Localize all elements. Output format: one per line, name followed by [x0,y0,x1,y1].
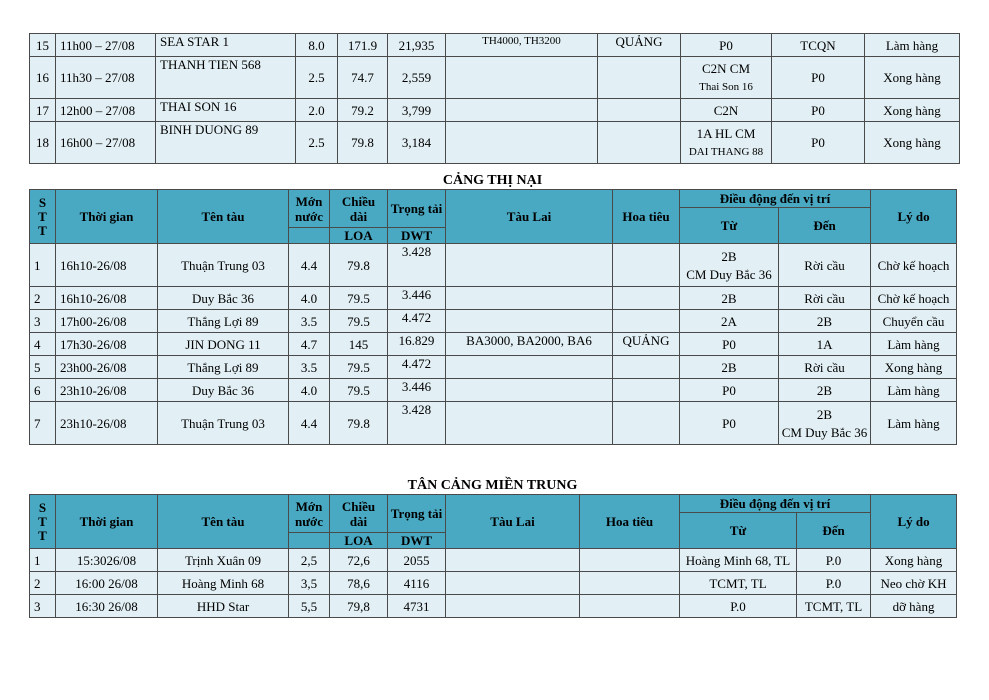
table-row [30,57,960,99]
header-move: Điều động đến vị trí [680,495,871,513]
to-text: 2B [816,406,833,422]
draft-cell: 4.0 [289,379,330,402]
header-weight: Trọng tải [388,495,446,533]
from-cell [680,402,779,445]
loa-cell: 72,6 [330,549,388,572]
loa-cell: 79.8 [330,244,388,287]
draft-cell: 2.5 [296,57,338,99]
header-to: Đến [797,513,871,549]
table-row [30,122,960,164]
from-cell [681,34,772,57]
vessel-cell: HHD Star [158,595,289,618]
dwt-cell: 4116 [388,572,446,595]
pilot-cell [598,122,681,164]
header-dwt: DWT [388,228,446,244]
to-cell: TCMT, TL [797,595,871,618]
time-cell: 23h10-26/08 [56,379,158,402]
dwt-cell: 3.446 [388,287,446,310]
dwt-cell: 2055 [388,549,446,572]
stt-cell: 7 [30,402,56,445]
table-row [30,244,957,287]
to-text: 1A [816,336,833,352]
draft-cell: 2.5 [296,122,338,164]
vessel-cell: Trịnh Xuân 09 [158,549,289,572]
time-cell: 16:00 26/08 [56,572,158,595]
loa-cell: 78,6 [330,572,388,595]
tug-cell: BA3000, BA2000, BA6 [446,333,613,356]
draft-cell: 4.4 [289,402,330,445]
to-cell [779,333,871,356]
time-cell: 16h00 – 27/08 [56,122,156,164]
loa-cell: 79.2 [338,99,388,122]
stt-cell: 4 [30,333,56,356]
vessel-cell: Hoàng Minh 68 [158,572,289,595]
thi-nai-table [29,189,957,445]
to-text: Rời cầu [804,257,845,273]
to-cell [779,244,871,287]
from-cell [680,379,779,402]
header-reason: Lý do [871,190,957,244]
to-cell [779,402,871,445]
tug-cell [446,99,598,122]
to-cell: P0 [772,57,865,99]
to-cell [779,287,871,310]
reason-cell: Làm hàng [865,34,960,57]
section-title-thi-nai: CẢNG THỊ NẠI [442,173,543,188]
header-pilot: Hoa tiêu [613,190,680,244]
pilot-cell [613,379,680,402]
stt-cell: 3 [30,310,56,333]
from-cell: Hoàng Minh 68, TL [680,549,797,572]
from-cell [680,333,779,356]
time-cell: 16h10-26/08 [56,244,158,287]
tug-cell [446,122,598,164]
vessel-cell: Duy Bắc 36 [158,379,289,402]
pilot-cell [613,356,680,379]
header-tug: Tàu Lai [446,190,613,244]
from-text: 2B [721,290,737,306]
from-cell [680,356,779,379]
to-cell [779,310,871,333]
reason-cell: dỡ hàng [871,595,957,618]
reason-cell: Chờ kế hoạch [871,287,957,310]
loa-cell: 79.8 [338,122,388,164]
vessel-cell: Thắng Lợi 89 [158,310,289,333]
table-row [30,356,957,379]
to-text: Rời cầu [804,359,845,375]
to-cell: P.0 [797,572,871,595]
table-row [30,549,957,572]
from-cell: P.0 [680,595,797,618]
from-text: 2B [721,359,737,375]
pilot-cell: QUẢNG [613,333,680,356]
tan-cang-table [29,494,957,618]
header-draft-blank [289,228,330,244]
header-pilot: Hoa tiêu [580,495,680,549]
vessel-cell: Thắng Lợi 89 [158,356,289,379]
draft-cell: 2.0 [296,99,338,122]
dwt-cell: 4.472 [388,310,446,333]
vessel-cell: Duy Bắc 36 [158,287,289,310]
time-cell: 16h10-26/08 [56,287,158,310]
reason-cell: Làm hàng [871,333,957,356]
from-subtext: Thai Son 16 [699,80,753,93]
time-cell: 17h00-26/08 [56,310,158,333]
stt-cell: 1 [30,244,56,287]
reason-cell: Xong hàng [865,57,960,99]
pilot-cell: QUẢNG [598,34,681,57]
dwt-cell: 4.472 [388,356,446,379]
header-vessel: Tên tàu [158,495,289,549]
vessel-cell: THAI SON 16 [156,99,296,122]
to-cell: P0 [772,122,865,164]
loa-cell: 79,8 [330,595,388,618]
header-loa: LOA [330,228,388,244]
to-text: Rời cầu [804,290,845,306]
header-time: Thời gian [56,190,158,244]
tug-cell [446,595,580,618]
stt-cell: 2 [30,572,56,595]
stt-cell: 18 [30,122,56,164]
table-row [30,402,957,445]
reason-cell: Chuyển cầu [871,310,957,333]
header-to: Đến [779,208,871,244]
dwt-cell: 3.428 [388,402,446,445]
loa-cell: 74.7 [338,57,388,99]
tug-cell [446,379,613,402]
time-cell: 11h00 – 27/08 [56,34,156,57]
header-move: Điều động đến vị trí [680,190,871,208]
from-text: 2A [721,313,737,329]
table-row [30,595,957,618]
loa-cell: 79.5 [330,287,388,310]
header-from: Từ [680,208,779,244]
reason-cell: Chờ kế hoạch [871,244,957,287]
to-text: 2B [816,313,833,329]
draft-cell: 4.7 [289,333,330,356]
draft-cell: 3.5 [289,310,330,333]
stt-cell: 15 [30,34,56,57]
loa-cell: 79.8 [330,402,388,445]
time-cell: 23h00-26/08 [56,356,158,379]
from-text: 1A HL CM [696,125,756,141]
dwt-cell: 3.428 [388,244,446,287]
to-text: 2B [816,382,833,398]
from-cell [680,287,779,310]
draft-cell: 2,5 [289,549,330,572]
pilot-cell [613,310,680,333]
header-weight: Trọng tải [388,190,446,228]
from-cell [681,99,772,122]
from-cell [680,244,779,287]
table-row [30,34,960,57]
table-row [30,99,960,122]
vessel-cell: SEA STAR 1 [156,34,296,57]
table-row [30,379,957,402]
header-tug: Tàu Lai [446,495,580,549]
stt-cell: 17 [30,99,56,122]
header-length: Chiều dài [330,190,388,228]
stt-cell: 5 [30,356,56,379]
tug-cell [446,287,613,310]
loa-cell: 79.5 [330,356,388,379]
dwt-cell: 16.829 [388,333,446,356]
table-row [30,310,957,333]
header-length: Chiều dài [330,495,388,533]
time-cell: 23h10-26/08 [56,402,158,445]
from-cell: TCMT, TL [680,572,797,595]
to-cell [779,379,871,402]
header-stt: S T T [30,495,56,549]
from-subtext: CM Duy Bắc 36 [686,266,772,282]
from-text: P0 [722,382,736,398]
pilot-cell [580,595,680,618]
from-cell [680,310,779,333]
header-draft: Mớn nước [289,190,330,228]
draft-cell: 5,5 [289,595,330,618]
pilot-cell [580,549,680,572]
header-time: Thời gian [56,495,158,549]
vessel-cell: JIN DONG 11 [158,333,289,356]
from-text: C2N CM [701,60,751,76]
pilot-cell [580,572,680,595]
dwt-cell: 4731 [388,595,446,618]
reason-cell: Neo chờ KH [871,572,957,595]
from-text: C2N [713,102,739,118]
to-cell: P0 [772,99,865,122]
time-cell: 16:30 26/08 [56,595,158,618]
reason-cell: Xong hàng [871,549,957,572]
reason-cell: Xong hàng [871,356,957,379]
to-cell: TCQN [772,34,865,57]
header-loa: LOA [330,533,388,549]
from-text: 2B [721,248,737,264]
tug-cell [446,549,580,572]
stt-cell: 6 [30,379,56,402]
header-stt: S T T [30,190,56,244]
tug-cell [446,572,580,595]
from-text: P0 [719,37,733,53]
section-title-tan-cang: TÂN CẢNG MIỀN TRUNG [407,478,578,493]
pilot-cell [613,287,680,310]
loa-cell: 79.5 [330,379,388,402]
draft-cell: 4.0 [289,287,330,310]
tug-cell [446,310,613,333]
stt-cell: 3 [30,595,56,618]
dwt-cell: 2,559 [388,57,446,99]
dwt-cell: 21,935 [388,34,446,57]
reason-cell: Làm hàng [871,379,957,402]
dwt-cell: 3,799 [388,99,446,122]
header-from: Từ [680,513,797,549]
pilot-cell [598,99,681,122]
time-cell: 17h30-26/08 [56,333,158,356]
header-draft-blank [289,533,330,549]
loa-cell: 79.5 [330,310,388,333]
stt-cell: 2 [30,287,56,310]
from-text: P0 [722,336,736,352]
time-cell: 12h00 – 27/08 [56,99,156,122]
to-cell: P.0 [797,549,871,572]
dwt-cell: 3,184 [388,122,446,164]
table-row [30,287,957,310]
reason-cell: Làm hàng [871,402,957,445]
pilot-cell [598,57,681,99]
from-cell [681,122,772,164]
pilot-cell [613,402,680,445]
tug-cell [446,402,613,445]
vessel-cell: THANH TIEN 568 [156,57,296,99]
from-text: P0 [722,415,736,431]
tug-cell [446,356,613,379]
draft-cell: 3,5 [289,572,330,595]
loa-cell: 171.9 [338,34,388,57]
stt-cell: 16 [30,57,56,99]
header-vessel: Tên tàu [158,190,289,244]
from-cell [681,57,772,99]
dwt-cell: 3.446 [388,379,446,402]
vessel-cell: Thuận Trung 03 [158,402,289,445]
table-row [30,572,957,595]
tug-cell [446,57,598,99]
loa-cell: 145 [330,333,388,356]
to-cell [779,356,871,379]
stt-cell: 1 [30,549,56,572]
header-draft: Mớn nước [289,495,330,533]
time-cell: 15:3026/08 [56,549,158,572]
to-subtext: CM Duy Bắc 36 [781,424,868,440]
draft-cell: 4.4 [289,244,330,287]
table-row [30,333,957,356]
vessel-cell: Thuận Trung 03 [158,244,289,287]
header-dwt: DWT [388,533,446,549]
vessel-cell: BINH DUONG 89 [156,122,296,164]
header-reason: Lý do [871,495,957,549]
reason-cell: Xong hàng [865,99,960,122]
tug-cell: TH4000, TH3200 [446,34,598,57]
draft-cell: 3.5 [289,356,330,379]
pilot-cell [613,244,680,287]
top-schedule-table [29,33,960,164]
reason-cell: Xong hàng [865,122,960,164]
from-subtext: DAI THANG 88 [688,145,764,158]
tug-cell [446,244,613,287]
draft-cell: 8.0 [296,34,338,57]
time-cell: 11h30 – 27/08 [56,57,156,99]
